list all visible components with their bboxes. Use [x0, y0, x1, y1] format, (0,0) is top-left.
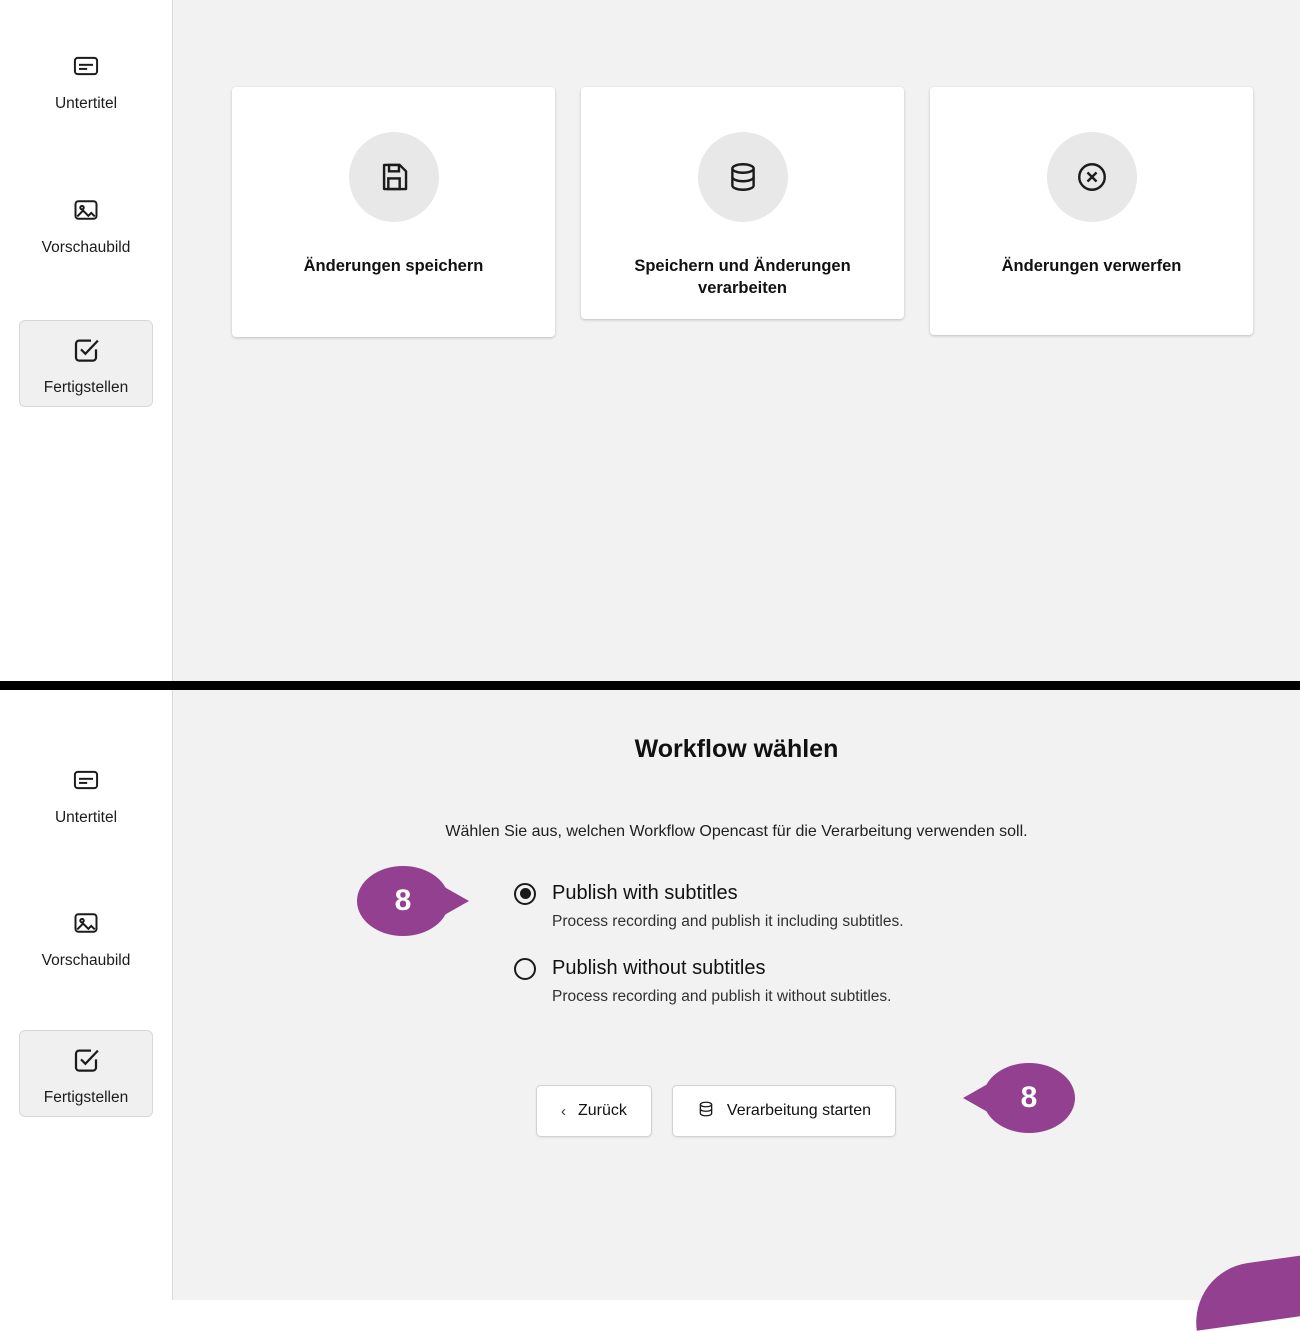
sidebar-item-label: Vorschaubild: [41, 952, 131, 969]
checkbox-icon: [71, 335, 101, 365]
discard-changes-card[interactable]: [930, 87, 1253, 335]
start-processing-label: Verarbeitung starten: [726, 1102, 871, 1119]
card-label: Änderungen verwerfen: [1001, 257, 1182, 275]
sidebar-top: [0, 0, 173, 681]
sidebar-item-label: Fertigstellen: [43, 1089, 129, 1106]
workflow-button-row: [536, 1085, 896, 1137]
sidebar-item-vorschaubild[interactable]: [19, 893, 153, 980]
action-card-row: [232, 87, 1253, 337]
workflow-chooser: [173, 690, 1300, 1300]
subtitle-icon: [71, 51, 101, 81]
sidebar-item-label: Vorschaubild: [41, 239, 131, 256]
workflow-radio-group: [514, 882, 904, 1032]
workflow-description: Wählen Sie aus, welchen Workflow Opencast für die Verarbeitung verwenden soll.: [445, 823, 1028, 840]
workflow-option-with-subtitles[interactable]: [514, 882, 904, 931]
sidebar-item-fertigstellen[interactable]: [19, 1030, 153, 1117]
database-icon: [697, 1100, 715, 1123]
checkbox-icon: [71, 1045, 101, 1075]
callout-number: 8: [357, 866, 449, 936]
sidebar-item-fertigstellen[interactable]: [19, 320, 153, 407]
start-processing-button[interactable]: [672, 1085, 896, 1137]
chevron-left-icon: ‹: [561, 1102, 566, 1120]
card-label: Speichern und Änderungen verarbeiten: [634, 257, 851, 298]
save-changes-card[interactable]: [232, 87, 555, 337]
sidebar-item-label: Fertigstellen: [43, 379, 129, 396]
callout-marker-8-radio: [357, 866, 469, 936]
callout-marker-8-button: [963, 1063, 1075, 1133]
panel-divider: [0, 681, 1300, 690]
sidebar-item-untertitel[interactable]: [19, 36, 153, 123]
bottom-panel-screenshot: [0, 690, 1300, 1300]
sidebar-item-untertitel[interactable]: [19, 750, 153, 837]
save-and-process-card[interactable]: [581, 87, 904, 319]
workflow-option-label: Publish with subtitles: [552, 882, 738, 904]
sidebar-item-label: Untertitel: [54, 809, 118, 826]
card-label: Änderungen speichern: [303, 257, 484, 275]
workflow-option-description: Process recording and publish it including subtitles.: [552, 913, 904, 930]
sidebar-item-vorschaubild[interactable]: [19, 180, 153, 267]
workflow-option-without-subtitles[interactable]: [514, 957, 904, 1006]
subtitle-icon: [71, 765, 101, 795]
workflow-option-description: Process recording and publish it without subtitles.: [552, 988, 892, 1005]
top-panel-content: [173, 0, 1300, 681]
radio-dot: [520, 888, 531, 899]
database-icon: [698, 132, 788, 222]
sidebar-bottom: [0, 690, 173, 1300]
image-icon: [71, 908, 101, 938]
sidebar-item-label: Untertitel: [54, 95, 118, 112]
radio-button-selected[interactable]: [514, 883, 536, 905]
image-icon: [71, 195, 101, 225]
radio-button-unselected[interactable]: [514, 958, 536, 980]
back-button[interactable]: [536, 1085, 652, 1137]
page-title: Workflow wählen: [634, 735, 839, 763]
cancel-circle-icon: [1047, 132, 1137, 222]
save-disk-icon: [349, 132, 439, 222]
back-button-label: Zurück: [578, 1102, 627, 1119]
workflow-option-label: Publish without subtitles: [552, 957, 766, 979]
callout-number: 8: [983, 1063, 1075, 1133]
